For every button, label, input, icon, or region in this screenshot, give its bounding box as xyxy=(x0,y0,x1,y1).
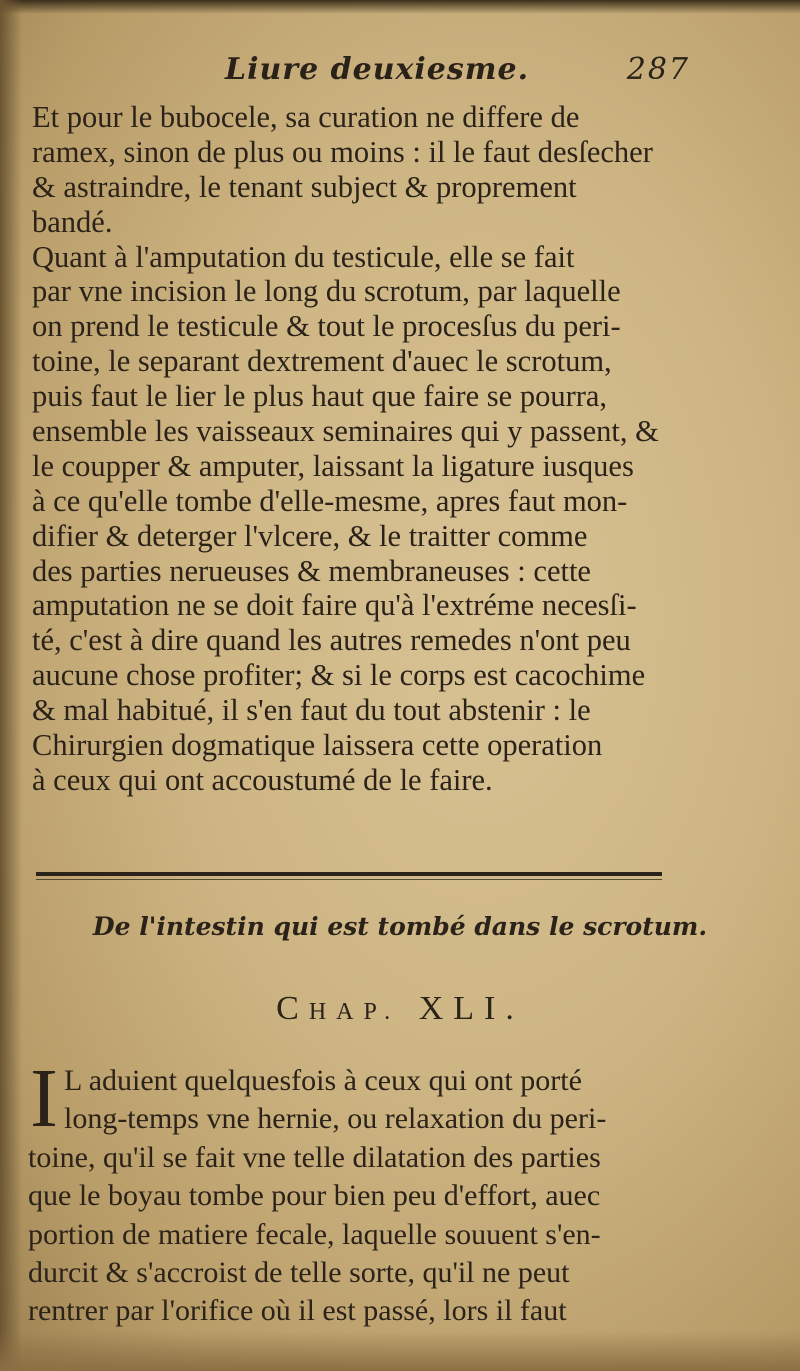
text-line: té, c'est à dire quand les autres remedes n'ont peu xyxy=(32,623,631,658)
chapter-heading-number: XLI. xyxy=(418,990,524,1027)
text-line: ramex, sinon de plus ou moins : il le faut desſecher xyxy=(32,134,653,169)
text-line: le coupper & amputer, laissant la ligature iusques xyxy=(32,448,634,483)
text-line: portion de matiere fecale, laquelle souuent s'en- xyxy=(28,1217,601,1251)
text-line: amputation ne se doit faire qu'à l'extréme necesſi- xyxy=(32,588,637,623)
body-paragraphs xyxy=(32,100,692,798)
text-line: Et pour le bubocele, sa curation ne differe de xyxy=(32,100,580,134)
text-line: puis faut le lier le plus haut que faire se pourra, xyxy=(32,379,608,414)
text-line: Chirurgien dogmatique laissera cette operation xyxy=(32,728,603,763)
text-line: à ce qu'elle tombe d'elle-mesme, apres faut mon- xyxy=(32,483,628,518)
text-line: à ceux qui ont accoustumé de le faire. xyxy=(32,762,493,797)
text-line: on prend le testicule & tout le procesſus du peri- xyxy=(32,309,621,344)
text-line: durcit & s'accroist de telle sorte, qu'il ne peut xyxy=(28,1255,570,1289)
text-line: ensemble les vaisseaux seminaires qui y passent, & xyxy=(32,414,659,449)
text-line: que le boyau tombe pour bien peu d'effort, auec xyxy=(28,1179,601,1213)
drop-cap: I xyxy=(30,1052,58,1145)
section-divider-thick xyxy=(36,872,662,876)
text-line: toine, le separant dextrement d'auec le scrotum, xyxy=(32,344,612,379)
page-number: 287 xyxy=(626,52,690,87)
text-line: Quant à l'amputation du testicule, elle se fait xyxy=(32,239,575,274)
chapter-heading-word: HAP. xyxy=(308,999,401,1025)
text-line: bandé. xyxy=(32,204,113,239)
page-binding-edge xyxy=(0,0,22,1371)
text-line: & astraindre, le tenant subject & proprement xyxy=(32,169,577,204)
text-line: des parties nerueuses & membraneuses : cette xyxy=(32,553,591,588)
chapter-body xyxy=(28,1052,693,1331)
text-line: L aduient quelquesfois à ceux qui ont porté xyxy=(63,1064,582,1097)
text-line: difier & deterger l'vlcere, & le traitter comme xyxy=(32,518,588,553)
page-bottom-edge xyxy=(0,1331,800,1371)
page-header xyxy=(30,50,690,100)
chapter-heading xyxy=(0,990,800,1028)
text-line: par vne incision le long du scrotum, par laquelle xyxy=(32,274,621,309)
text-line: toine, qu'il se fait vne telle dilatation des parties xyxy=(28,1140,601,1174)
section-divider-thin xyxy=(36,879,662,880)
text-line: rentrer par l'orifice où il est passé, lors il faut xyxy=(28,1294,567,1328)
running-head: Liure deuxiesme. xyxy=(225,52,530,87)
chapter-heading-initial: C xyxy=(276,990,309,1027)
chapter-subtitle: De l'intestin qui est tombé dans le scrotum. xyxy=(92,912,708,941)
text-line: aucune chose profiter; & si le corps est cacochime xyxy=(32,658,646,693)
text-line: long-temps vne hernie, ou relaxation du peri- xyxy=(63,1102,607,1136)
text-line: & mal habitué, il s'en faut du tout abstenir : le xyxy=(32,693,591,728)
page-top-edge xyxy=(0,0,800,14)
